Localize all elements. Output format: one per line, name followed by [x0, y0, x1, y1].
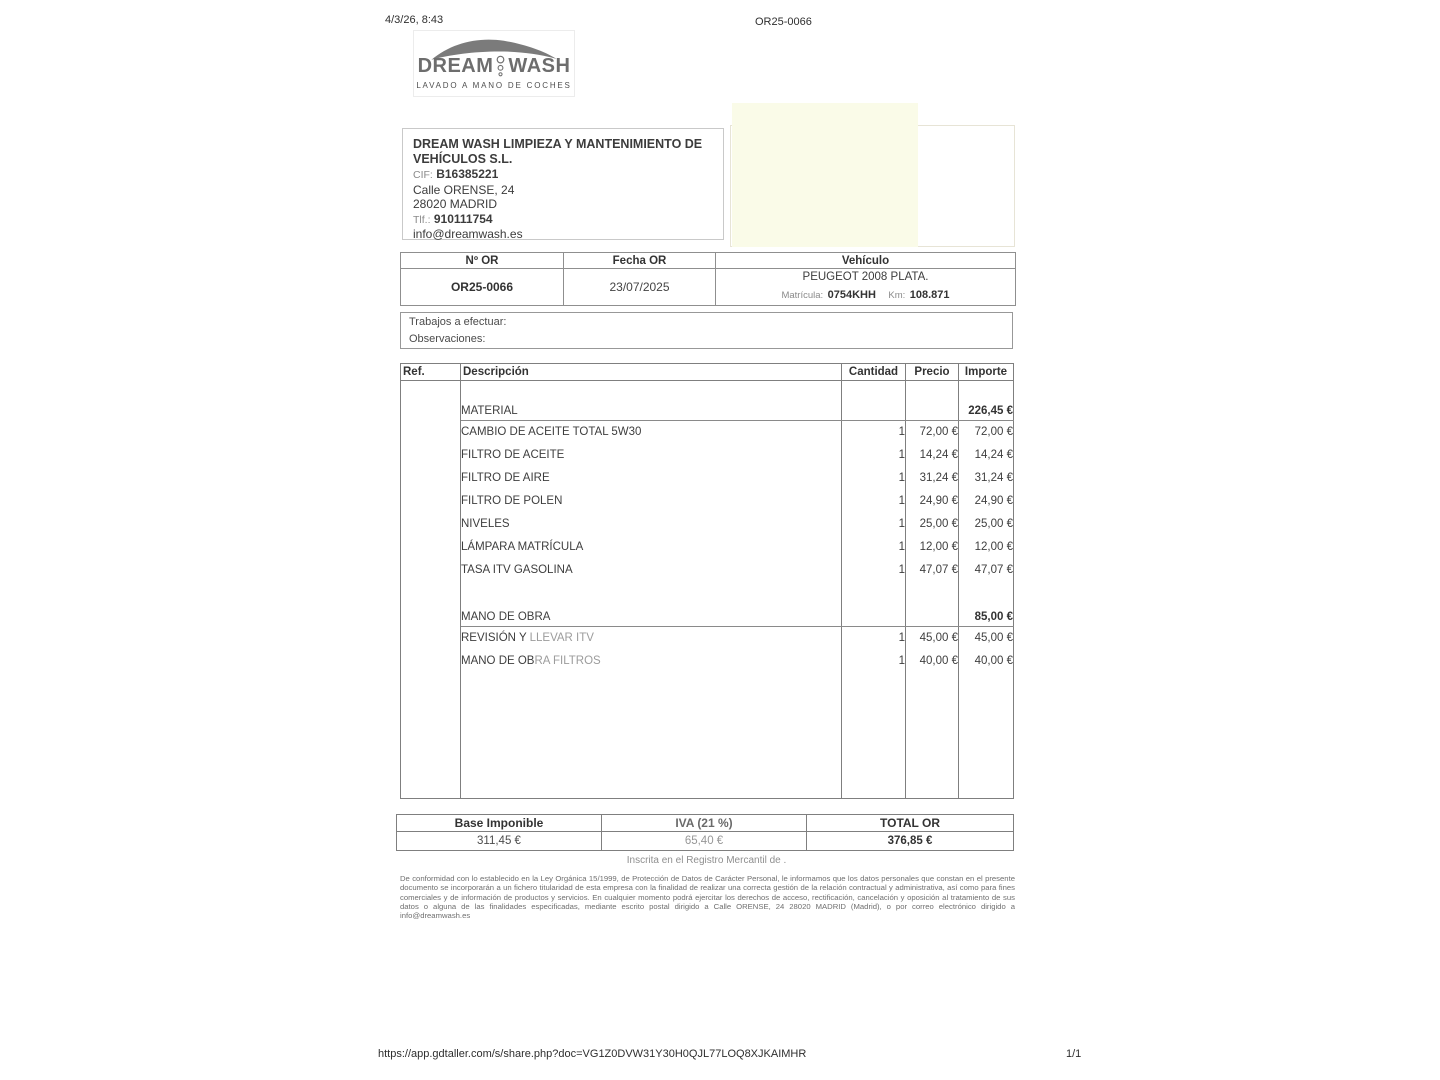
item-amount: 40,00 € [959, 650, 1014, 673]
item-amount: 72,00 € [959, 421, 1014, 444]
base-imponible-value: 311,45 € [397, 832, 602, 851]
item-price: 25,00 € [906, 513, 959, 536]
print-footer-page-number: 1/1 [1066, 1048, 1082, 1060]
col-header-precio: Precio [906, 364, 959, 381]
item-qty: 1 [842, 421, 906, 444]
col-header-importe: Importe [959, 364, 1014, 381]
company-name-line2: VEHÍCULOS S.L. [413, 152, 513, 166]
bubbles-icon [495, 54, 506, 78]
brand-tagline: LAVADO A MANO DE COCHES [416, 81, 572, 90]
brand-word-wash: WASH [508, 54, 571, 77]
print-doc-title: OR25-0066 [755, 16, 812, 28]
totals-header-row [397, 815, 1014, 832]
section-title: MATERIAL [461, 396, 842, 421]
col-header-cantidad: Cantidad [842, 364, 906, 381]
vehicle-cell [716, 269, 1016, 306]
item-qty: 1 [842, 467, 906, 490]
item-row [401, 627, 1014, 650]
item-price: 47,07 € [906, 559, 959, 582]
item-amount: 14,24 € [959, 444, 1014, 467]
item-qty: 1 [842, 444, 906, 467]
section-total: 85,00 € [959, 602, 1014, 627]
item-desc: REVISIÓN Y [461, 632, 530, 645]
spacer-row [401, 582, 1014, 602]
item-row [401, 536, 1014, 559]
item-desc: LÁMPARA MATRÍCULA [461, 541, 584, 553]
item-row [401, 513, 1014, 536]
col-header-vehiculo: Vehículo [716, 253, 1016, 269]
work-notes-box [400, 312, 1013, 349]
item-price: 40,00 € [906, 650, 959, 673]
company-phone [413, 212, 713, 228]
order-date: 23/07/2025 [564, 269, 716, 306]
item-amount: 31,24 € [959, 467, 1014, 490]
item-desc: MANO DE OB [461, 655, 535, 667]
totals-table [396, 814, 1014, 851]
item-amount: 47,07 € [959, 559, 1014, 582]
item-desc: FILTRO DE AIRE [461, 472, 550, 484]
matricula-label: Matrícula: [781, 290, 824, 301]
item-row [401, 421, 1014, 444]
company-address-street: Calle ORENSE, 24 [413, 182, 515, 197]
registro-mercantil-line: Inscrita en el Registro Mercantil de . [626, 855, 787, 866]
print-datetime: 4/3/26, 8:43 [385, 14, 444, 26]
item-price: 12,00 € [906, 536, 959, 559]
km-value: 108.871 [909, 289, 950, 301]
items-table [400, 363, 1014, 799]
order-summary-table [400, 252, 1016, 306]
company-name-line1: DREAM WASH LIMPIEZA Y MANTENIMIENTO DE [413, 137, 703, 151]
item-row [401, 490, 1014, 513]
col-header-iva: IVA (21 %) [602, 815, 807, 832]
item-desc: CAMBIO DE ACEITE TOTAL 5W30 [461, 426, 642, 439]
company-cif [413, 167, 713, 183]
brand-word-dream: DREAM [417, 54, 494, 77]
col-header-num-or: Nº OR [401, 253, 564, 269]
vehicle-details [716, 285, 1015, 303]
item-qty: 1 [842, 559, 906, 582]
item-row [401, 467, 1014, 490]
section-title: MANO DE OBRA [461, 602, 842, 627]
col-header-descripcion: Descripción [461, 364, 842, 381]
km-label: Km: [888, 290, 906, 301]
item-qty: 1 [842, 513, 906, 536]
matricula-value: 0754KHH [827, 289, 876, 301]
trabajos-label: Trabajos a efectuar: [409, 316, 507, 328]
highlighted-region [732, 103, 918, 247]
item-desc: TASA ITV GASOLINA [461, 564, 573, 576]
item-desc-faded: LLEVAR ITV [529, 632, 594, 645]
company-logo [413, 30, 575, 97]
item-desc: NIVELES [461, 518, 510, 530]
observaciones-label: Observaciones: [409, 333, 486, 345]
item-qty: 1 [842, 627, 906, 650]
print-footer-url: https://app.gdtaller.com/s/share.php?doc=VG1Z0DVW31Y30H0QJL77LOQ8XJKAIMHR [378, 1048, 807, 1060]
filler-row [401, 673, 1014, 799]
item-price: 24,90 € [906, 490, 959, 513]
item-row [401, 559, 1014, 582]
company-info-box [402, 128, 724, 240]
item-price: 31,24 € [906, 467, 959, 490]
company-email: info@dreamwash.es [413, 227, 523, 241]
item-qty: 1 [842, 650, 906, 673]
spacer-row [401, 381, 1014, 396]
item-price: 72,00 € [906, 421, 959, 444]
item-desc: FILTRO DE ACEITE [461, 449, 565, 461]
legal-privacy-text: De conformidad con lo establecido en la Ley Orgánica 15/1999, de Protección de Datos de Carácter Personal, le informamos que los datos personales que constan en el presente documento se incorporarán a un fichero titularidad de esta empresa con la finalidad de realizar una correcta gestión de la relación contractual y administrativa, así como para fines comerciales y de información de productos y servicios. En cualquier momento podrá ejercitar los derechos de acceso, rectificación, cancelación y oposición al tratamiento de sus datos o alguna de las finalidades especificadas, mediante escrito postal dirigido a Calle ORENSE, 24 28020 MADRID (Madrid), o por correo electrónico dirigido a info@dreamwash.es [400, 874, 1015, 921]
section-row-mano-de-obra [401, 602, 1014, 627]
item-row [401, 650, 1014, 673]
item-amount: 24,90 € [959, 490, 1014, 513]
phone-value: 910111754 [433, 211, 493, 226]
iva-value: 65,40 € [602, 832, 807, 851]
brand-name [414, 54, 574, 78]
order-number: OR25-0066 [401, 269, 564, 306]
item-desc: FILTRO DE POLEN [461, 495, 563, 507]
item-price: 14,24 € [906, 444, 959, 467]
item-row [401, 444, 1014, 467]
phone-label: Tlf.: [413, 213, 431, 226]
col-header-fecha-or: Fecha OR [564, 253, 716, 269]
item-qty: 1 [842, 490, 906, 513]
item-price: 45,00 € [906, 627, 959, 650]
col-header-base-imponible: Base Imponible [397, 815, 602, 832]
item-desc-faded: RA FILTROS [534, 655, 601, 667]
order-summary-header-row [401, 253, 1016, 269]
order-summary-value-row [401, 269, 1016, 306]
item-amount: 12,00 € [959, 536, 1014, 559]
cif-value: B16385221 [436, 167, 499, 181]
total-or-value: 376,85 € [807, 832, 1014, 851]
item-amount: 25,00 € [959, 513, 1014, 536]
item-qty: 1 [842, 536, 906, 559]
col-header-total-or: TOTAL OR [807, 815, 1014, 832]
section-total: 226,45 € [959, 396, 1014, 421]
totals-value-row [397, 832, 1014, 851]
section-row-material [401, 396, 1014, 421]
vehicle-name: PEUGEOT 2008 PLATA. [802, 271, 929, 283]
company-address-city: 28020 MADRID [413, 197, 498, 211]
col-header-ref: Ref. [401, 364, 461, 381]
cif-label: CIF: [413, 169, 433, 181]
items-header-row [401, 364, 1014, 381]
item-amount: 45,00 € [959, 627, 1014, 650]
